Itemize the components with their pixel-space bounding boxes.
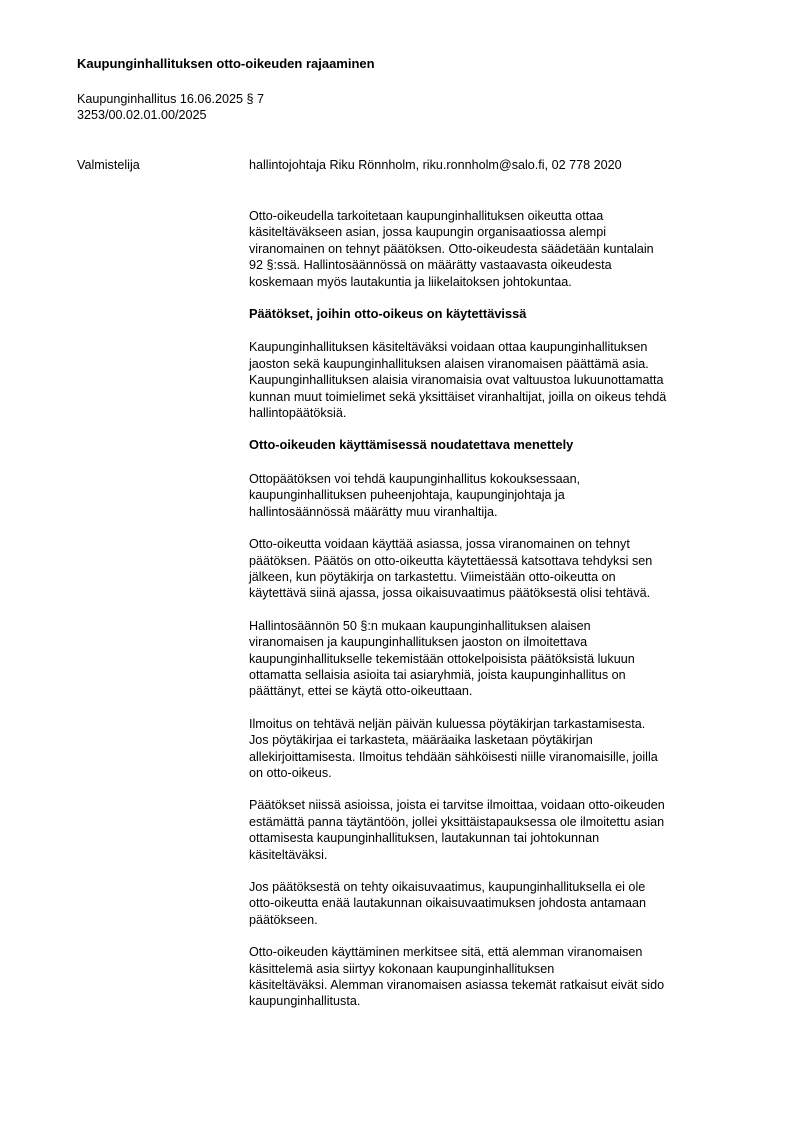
paragraph-line: käytettävä siinä ajassa, jossa oikaisuvaatimus päätöksestä olisi tehtävä. [249,586,651,601]
paragraph-line: 92 §:ssä. Hallintosäännössä on määrätty vastaavasta oikeudesta [249,258,612,273]
meeting-reference: Kaupunginhallitus 16.06.2025 § 7 [77,92,264,106]
body-paragraph [249,208,739,290]
body-paragraph [249,536,739,602]
meeting-meta [77,91,264,123]
section-heading: Päätökset, joihin otto-oikeus on käytettävissä [249,306,527,322]
paragraph-line: käsiteltäväkseen asian, jossa kaupungin organisaatiossa alempi [249,225,607,240]
body-paragraph [249,797,739,863]
paragraph-line: ottamisesta kaupunginhallituksen, lautakunnan tai johtokunnan [249,831,600,846]
paragraph-line: allekirjoittamisesta. Ilmoitus tehdään sähköisesti niille viranomaisille, joilla [249,749,658,764]
paragraph-line: käsiteltäväksi. [249,847,328,862]
paragraph-line: päättänyt, ettei se käytä otto-oikeuttaan. [249,684,473,699]
paragraph-line: koskemaan myös lautakuntia ja liikelaitoksen johtokuntaa. [249,274,572,289]
paragraph-line: otto-oikeutta enää lautakunnan oikaisuvaatimuksen johdosta antamaan [249,896,646,911]
paragraph-line: Otto-oikeudella tarkoitetaan kaupunginhallituksen oikeutta ottaa [249,209,604,223]
paragraph-line: Ilmoitus on tehtävä neljän päivän kuluessa pöytäkirjan tarkastamisesta. [249,716,646,731]
paragraph-line: kaupunginhallitusta. [249,994,361,1009]
paragraph-line: päätöksen. Päätös on otto-oikeutta käytettäessä katsottava tehdyksi sen [249,553,653,568]
body-paragraph [249,618,739,700]
body-paragraph [249,716,739,782]
paragraph-line: Kaupunginhallituksen alaisia viranomaisia ovat valtuustoa lukuunottamatta [249,373,664,388]
paragraph-line: Päätökset niissä asioissa, joista ei tarvitse ilmoittaa, voidaan otto-oikeuden [249,798,665,813]
paragraph-line: Jos pöytäkirjaa ei tarkasteta, määräaika lasketaan pöytäkirjan [249,733,593,748]
paragraph-line: jälkeen, kun pöytäkirja on tarkastettu. Viimeistään otto-oikeutta on [249,569,616,584]
paragraph-line: hallintosäännössä määrätty muu viranhaltija. [249,504,498,519]
document-body [249,208,739,1026]
paragraph-line: kunnan muut toimielimet sekä yksittäiset viranhaltijat, joilla on oikeus tehdä [249,389,667,404]
record-number: 3253/00.02.01.00/2025 [77,108,207,122]
paragraph-line: käsittelemä asia siirtyy kokonaan kaupunginhallituksen [249,961,555,976]
paragraph-line: ottamatta sellaisia asioita tai asiaryhmiä, joista kaupunginhallitus on [249,667,626,682]
paragraph-line: viranomaisen ja kaupunginhallituksen jaoston on ilmoitettava [249,635,588,650]
paragraph-line: kaupunginhallitukselle tekemistään ottokelpoisista päätöksistä lukuun [249,651,635,666]
paragraph-line: estämättä panna täytäntöön, jollei yksittäistapauksessa ole ilmoitettu asian [249,814,665,829]
paragraph-line: kaupunginhallituksen puheenjohtaja, kaupunginjohtaja ja [249,488,565,503]
paragraph-line: Otto-oikeuden käyttäminen merkitsee sitä, että alemman viranomaisen [249,945,643,960]
body-paragraph [249,339,739,421]
body-paragraph [249,471,739,520]
section-heading: Otto-oikeuden käyttämisessä noudatettava menettely [249,437,574,453]
paragraph-line: Ottopäätöksen voi tehdä kaupunginhallitus kokouksessaan, [249,471,581,486]
paragraph-line: käsiteltäväksi. Alemman viranomaisen asiassa tekemät ratkaisut eivät sido [249,978,665,993]
paragraph-line: on otto-oikeus. [249,765,332,780]
preparer-label: Valmistelija [77,158,140,172]
paragraph-line: viranomainen on tehnyt päätöksen. Otto-oikeudesta säädetään kuntalain [249,241,654,256]
paragraph-line: jaoston sekä kaupunginhallituksen alaisen viranomaisen päättämä asia. [249,356,649,371]
paragraph-line: Kaupunginhallituksen käsiteltäväksi voidaan ottaa kaupunginhallituksen [249,340,648,355]
body-paragraph [249,879,739,928]
preparer-contact: hallintojohtaja Riku Rönnholm, riku.ronnholm@salo.fi, 02 778 2020 [249,158,622,172]
paragraph-line: Jos päätöksestä on tehty oikaisuvaatimus, kaupunginhallituksella ei ole [249,880,646,894]
paragraph-line: päätökseen. [249,912,318,927]
body-paragraph [249,944,739,1010]
paragraph-line: hallintopäätöksiä. [249,406,347,421]
document-title: Kaupunginhallituksen otto-oikeuden rajaaminen [77,56,375,71]
paragraph-line: Hallintosäännön 50 §:n mukaan kaupunginhallituksen alaisen [249,618,591,633]
paragraph-line: Otto-oikeutta voidaan käyttää asiassa, jossa viranomainen on tehnyt [249,537,630,552]
